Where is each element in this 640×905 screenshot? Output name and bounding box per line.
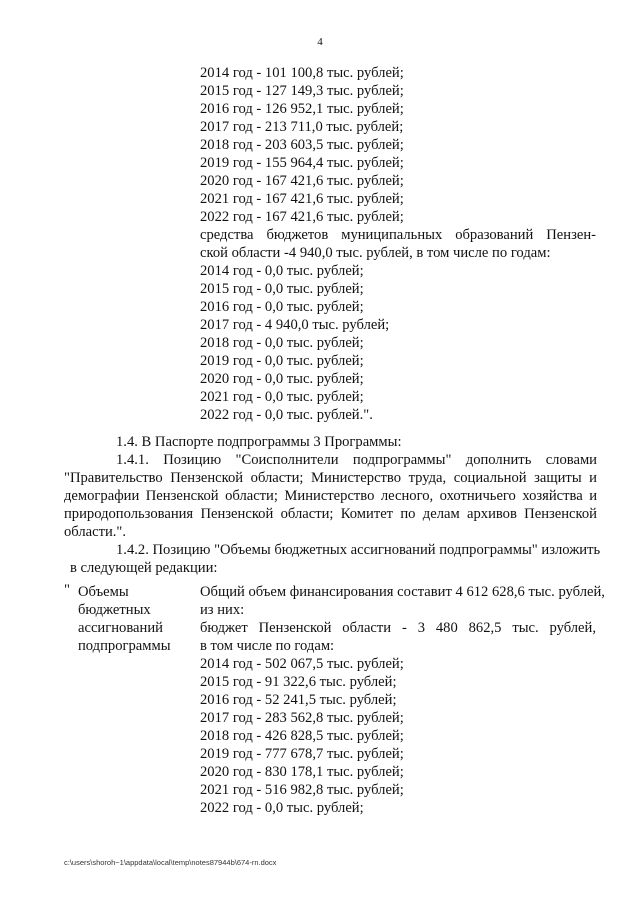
paragraph-1-4-2-line-2: в следующей редакции: xyxy=(70,560,218,576)
table-year-line: 2019 год - 777 678,7 тыс. рублей; xyxy=(200,746,404,762)
table-year-line: 2021 год - 516 982,8 тыс. рублей; xyxy=(200,782,404,798)
year-line: 2021 год - 167 421,6 тыс. рублей; xyxy=(200,191,404,207)
municipal-year-line: 2016 год - 0,0 тыс. рублей; xyxy=(200,299,364,315)
paragraph-1-4-1-line-3: демографии Пензенской области; Министерство лесного, охотничьего хозяйства и xyxy=(64,488,597,504)
municipal-year-line: 2019 год - 0,0 тыс. рублей; xyxy=(200,353,364,369)
paragraph-1-4-1-line-4: природопользования Пензенской области; Комитет по делам архивов Пензенской xyxy=(64,506,597,522)
year-line: 2020 год - 167 421,6 тыс. рублей; xyxy=(200,173,404,189)
table-left-label-line: ассигнований xyxy=(78,620,163,636)
table-right-line-3: бюджет Пензенской области - 3 480 862,5 тыс. рублей, xyxy=(200,620,596,636)
municipal-year-line: 2020 год - 0,0 тыс. рублей; xyxy=(200,371,364,387)
year-line: 2014 год - 101 100,8 тыс. рублей; xyxy=(200,65,404,81)
table-year-line: 2017 год - 283 562,8 тыс. рублей; xyxy=(200,710,404,726)
municipal-line-1: средства бюджетов муниципальных образований Пензен- xyxy=(200,227,596,243)
table-left-label-line: Объемы xyxy=(78,584,129,600)
table-right-line-2: из них: xyxy=(200,602,245,618)
municipal-year-line: 2017 год - 4 940,0 тыс. рублей; xyxy=(200,317,390,333)
municipal-year-line: 2022 год - 0,0 тыс. рублей.". xyxy=(200,407,373,423)
table-year-line: 2022 год - 0,0 тыс. рублей; xyxy=(200,800,364,816)
year-line: 2019 год - 155 964,4 тыс. рублей; xyxy=(200,155,404,171)
table-left-label-line: бюджетных xyxy=(78,602,151,618)
municipal-line-2: ской области -4 940,0 тыс. рублей, в том числе по годам: xyxy=(200,245,551,261)
page-number: 4 xyxy=(317,36,323,48)
table-year-line: 2016 год - 52 241,5 тыс. рублей; xyxy=(200,692,397,708)
municipal-year-line: 2014 год - 0,0 тыс. рублей; xyxy=(200,263,364,279)
paragraph-1-4-1-line-2: "Правительство Пензенской области; Министерство труда, социальной защиты и xyxy=(64,470,597,486)
table-year-line: 2018 год - 426 828,5 тыс. рублей; xyxy=(200,728,404,744)
year-line: 2017 год - 213 711,0 тыс. рублей; xyxy=(200,119,404,135)
year-line: 2022 год - 167 421,6 тыс. рублей; xyxy=(200,209,404,225)
table-year-line: 2020 год - 830 178,1 тыс. рублей; xyxy=(200,764,404,780)
table-right-line-4: в том числе по годам: xyxy=(200,638,335,654)
municipal-year-line: 2021 год - 0,0 тыс. рублей; xyxy=(200,389,364,405)
municipal-year-line: 2015 год - 0,0 тыс. рублей; xyxy=(200,281,364,297)
year-line: 2018 год - 203 603,5 тыс. рублей; xyxy=(200,137,404,153)
paragraph-1-4-1-line-1: 1.4.1. Позицию "Соисполнители подпрограммы" дополнить словами xyxy=(116,452,597,468)
paragraph-1-4-2-line-1: 1.4.2. Позицию "Объемы бюджетных ассигнований подпрограммы" изложить xyxy=(116,542,601,558)
year-line: 2015 год - 127 149,3 тыс. рублей; xyxy=(200,83,404,99)
municipal-year-line: 2018 год - 0,0 тыс. рублей; xyxy=(200,335,364,351)
section-heading: 1.4. В Паспорте подпрограммы 3 Программы: xyxy=(116,434,402,450)
opening-quote: " xyxy=(64,582,70,598)
table-right-line-1: Общий объем финансирования составит 4 612 628,6 тыс. рублей, xyxy=(200,584,605,600)
paragraph-1-4-1-line-5: области.". xyxy=(64,524,127,540)
table-year-line: 2015 год - 91 322,6 тыс. рублей; xyxy=(200,674,397,690)
table-left-label-line: подпрограммы xyxy=(78,638,171,654)
footer-file-path: c:\users\shoroh~1\appdata\local\temp\notes87944b\674-rn.docx xyxy=(64,858,277,867)
table-year-line: 2014 год - 502 067,5 тыс. рублей; xyxy=(200,656,404,672)
year-line: 2016 год - 126 952,1 тыс. рублей; xyxy=(200,101,404,117)
